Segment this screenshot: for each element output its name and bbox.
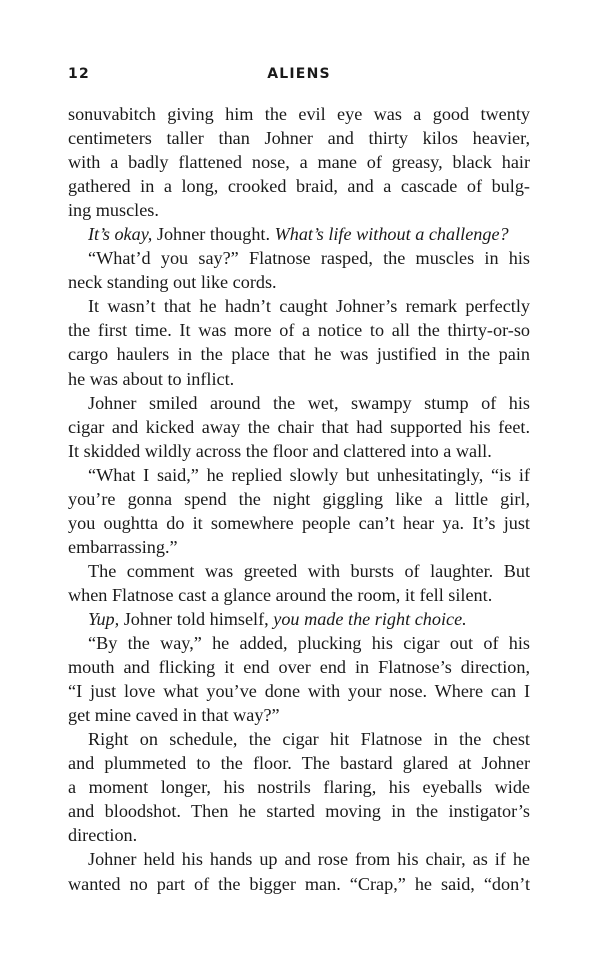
- text-line: and bloodshot. Then he started moving in the instigator’s: [68, 801, 530, 822]
- italic-span: What’s life without a challenge?: [274, 224, 509, 245]
- text-line: you’re gonna spend the night giggling like a little girl,: [68, 488, 530, 509]
- text-line: “By the way,” he added, plucking his cigar out of his: [88, 633, 530, 654]
- text-line: direction.: [68, 825, 138, 846]
- roman-span: Johner thought.: [152, 224, 275, 245]
- text-line: “What I said,” he replied slowly but unhesitatingly, “is if: [88, 464, 530, 485]
- text-line: the first time. It was more of a notice to all the thirty-or-so: [68, 320, 530, 341]
- text-line: you oughtta do it somewhere people can’t hear ya. It’s just: [68, 512, 530, 533]
- text-line: ing muscles.: [68, 200, 159, 221]
- text-line: Johner held his hands up and rose from his chair, as if he: [88, 849, 530, 870]
- text-line: “What’d you say?” Flatnose rasped, the muscles in his: [88, 248, 530, 269]
- text-line: sonuvabitch giving him the evil eye was a good twenty: [68, 104, 530, 124]
- text-line: The comment was greeted with bursts of laughter. But: [88, 560, 530, 581]
- text-line: mouth and flicking it end over end in Flatnose’s direction,: [68, 657, 530, 678]
- text-line: cigar and kicked away the chair that had supported his feet.: [68, 416, 530, 437]
- text-line: wanted no part of the bigger man. “Crap,” he said, “don’t: [68, 873, 530, 894]
- text-line: centimeters taller than Johner and thirty kilos heavier,: [68, 128, 530, 149]
- text-line: he was about to inflict.: [68, 368, 235, 389]
- text-line: gathered in a long, crooked braid, and a cascade of bulg-: [68, 176, 530, 197]
- text-line: with a badly flattened nose, a mane of greasy, black hair: [68, 152, 530, 173]
- text-line: and plummeted to the floor. The bastard glared at Johner: [68, 753, 530, 774]
- italic-span: Yup,: [88, 608, 120, 629]
- text-line: cargo haulers in the place that he was justified in the pain: [68, 344, 530, 365]
- text-line: get mine caved in that way?”: [68, 705, 280, 726]
- text-line: embarrassing.”: [68, 536, 178, 557]
- roman-span: Johner told himself,: [119, 608, 274, 629]
- italic-span: It’s okay,: [88, 224, 153, 245]
- text-line: Johner smiled around the wet, swampy stump of his: [88, 392, 530, 413]
- body-text: [68, 102, 530, 896]
- text-line-mixed: [68, 222, 530, 246]
- text-line: Right on schedule, the cigar hit Flatnose in the chest: [88, 729, 530, 750]
- text-line: It skidded wildly across the floor and clattered into a wall.: [68, 440, 492, 461]
- text-line: It wasn’t that he hadn’t caught Johner’s remark perfectly: [88, 296, 530, 317]
- text-line: when Flatnose cast a glance around the room, it fell silent.: [68, 584, 493, 605]
- running-title: ALIENS: [267, 66, 331, 82]
- italic-span: you made the right choice.: [273, 608, 467, 629]
- text-line: a moment longer, his nostrils flaring, his eyeballs wide: [68, 777, 530, 798]
- text-line: neck standing out like cords.: [68, 272, 277, 293]
- page-header: [68, 66, 530, 86]
- text-line-mixed: [68, 607, 530, 631]
- page-number: 12: [68, 66, 90, 82]
- text-line: “I just love what you’ve done with your nose. Where can I: [68, 681, 530, 702]
